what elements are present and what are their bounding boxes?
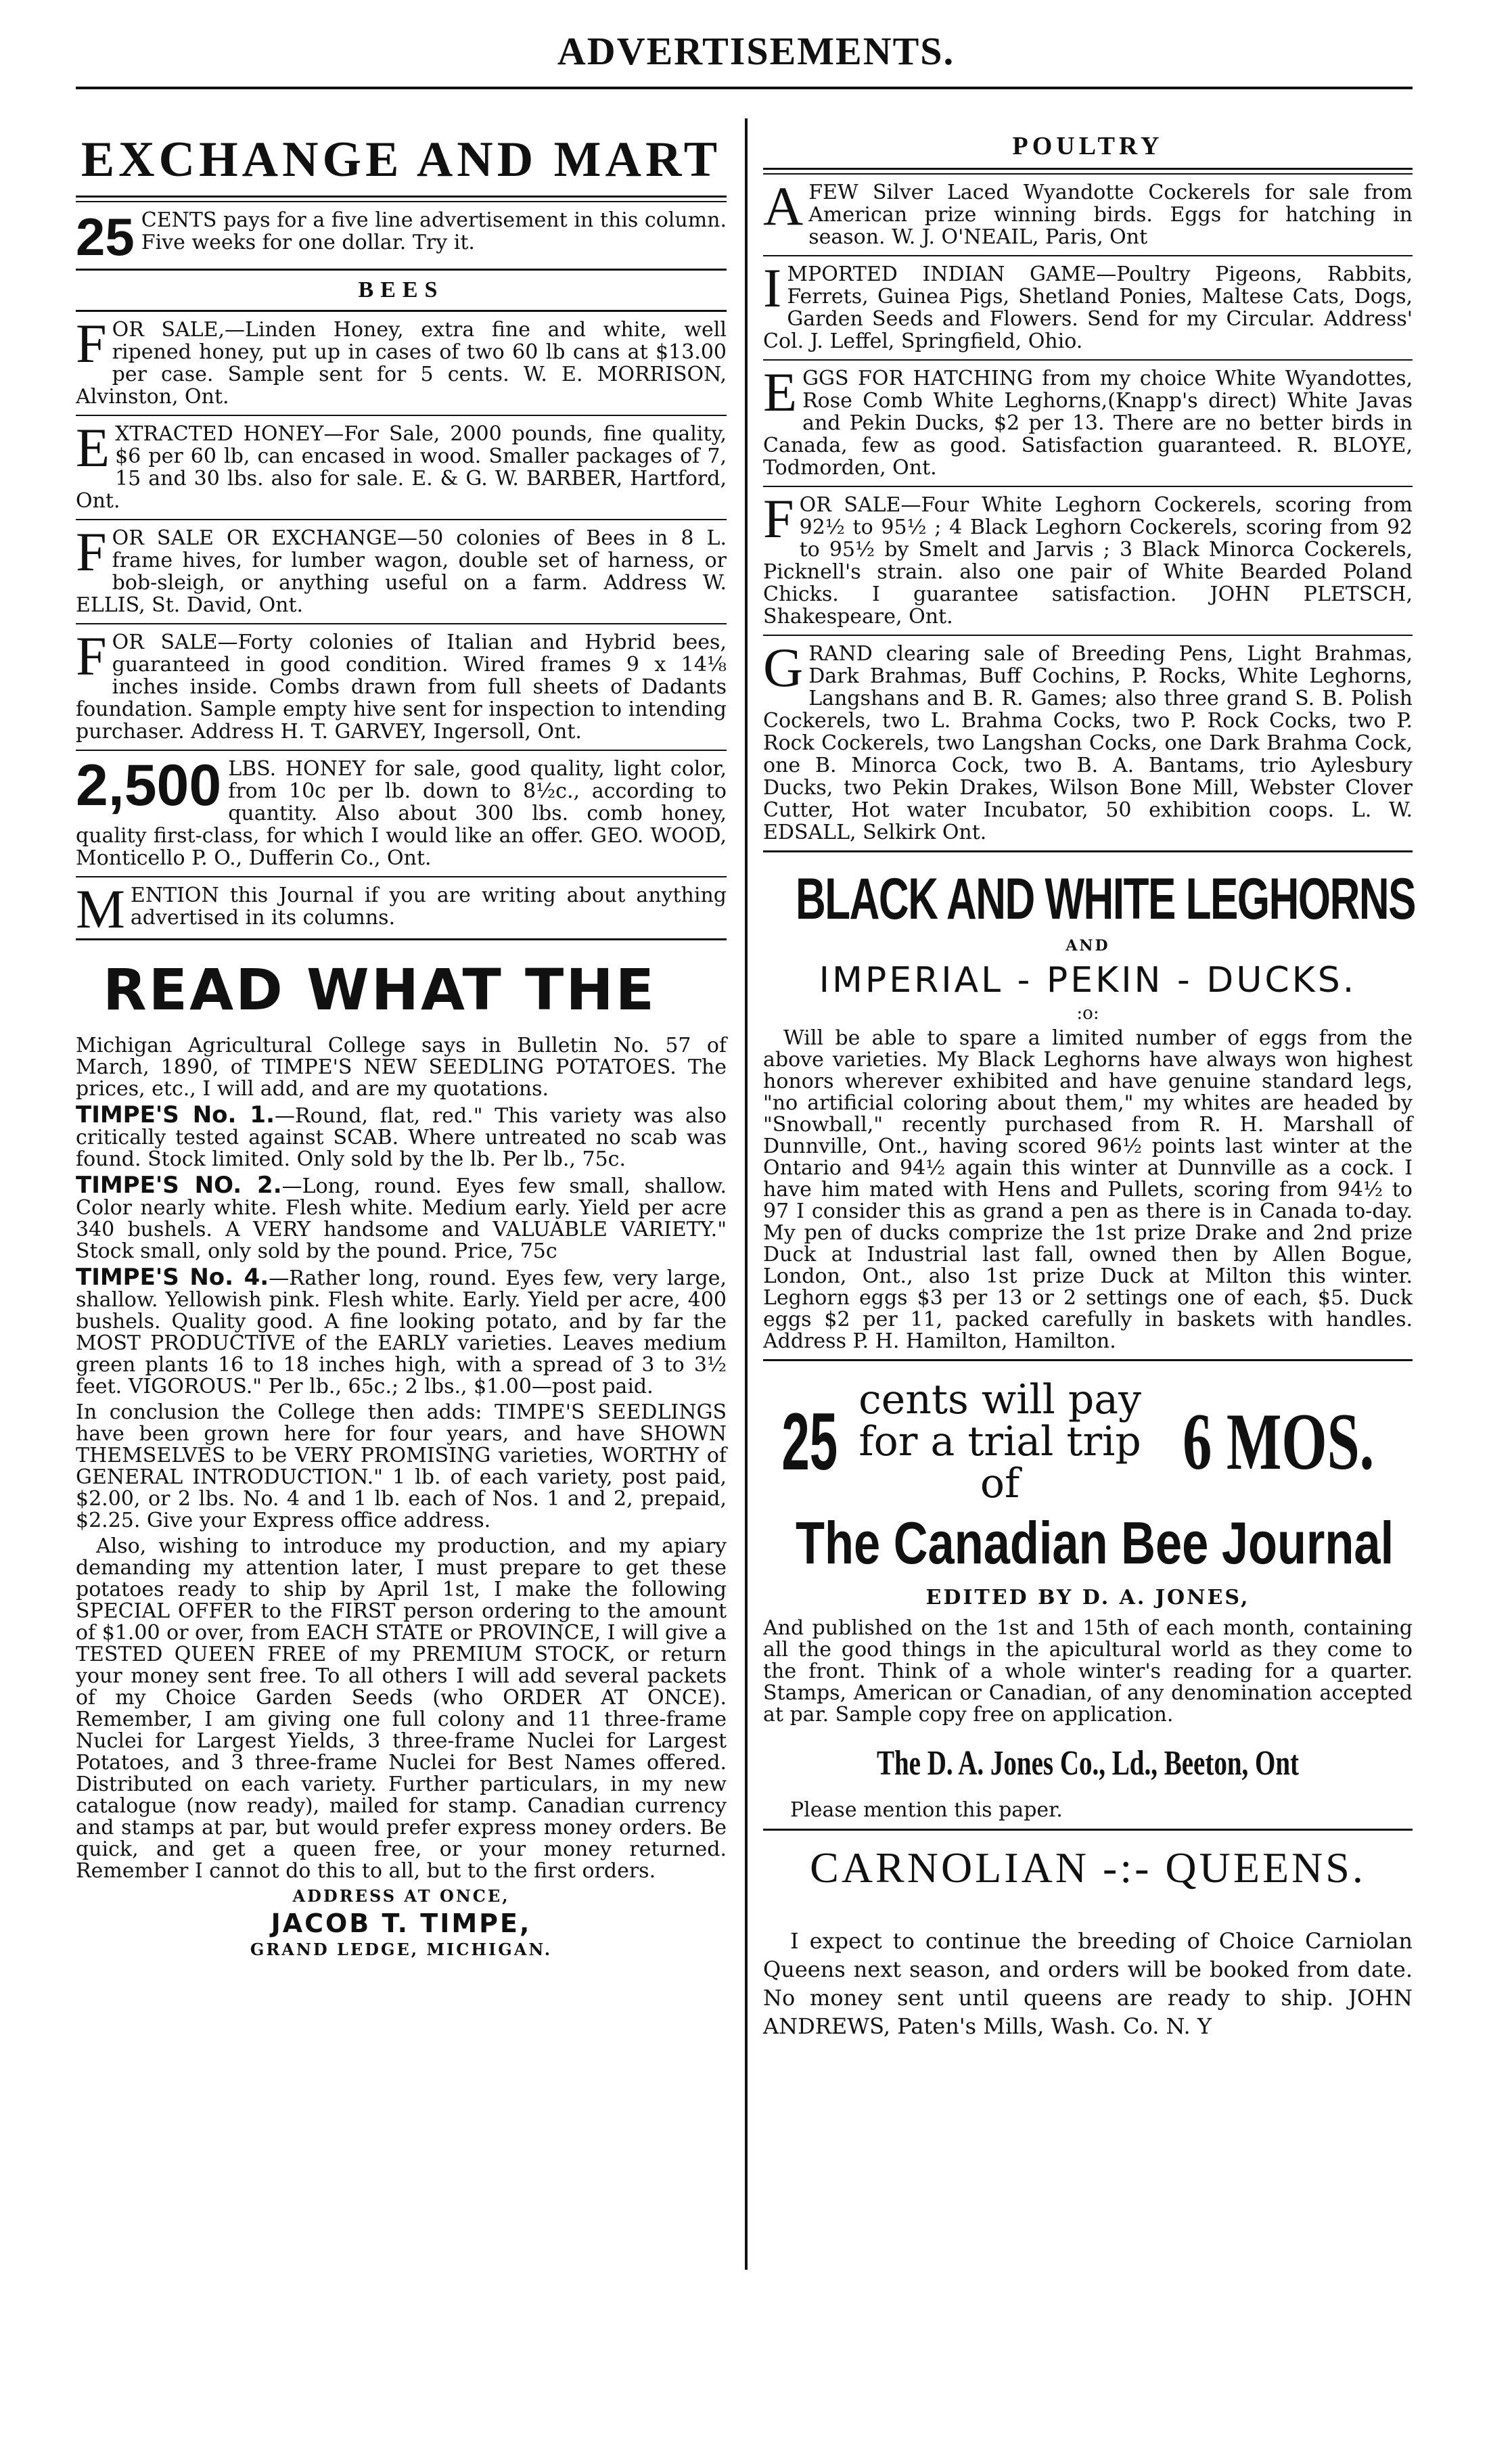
drop-cap: I [763,257,782,319]
divider [763,255,1413,256]
ad-text: OR SALE—Forty colonies of Italian and Hybrid bees, guaranteed in good condition. Wired frames 9 x 14⅛ inches inside. Combs drawn from full sheets of Dadants foundation. Sample empty hive sent for inspection to intending purchaser. Address H. T. GARVEY, Ingersoll, Ont. [76,631,727,744]
bee-journal-body: And published on the 1st and 15th of each month, containing all the good things in the apicultural world as they come to the front. Think of a whole winter's reading for a quarter. Stamps, American or Canadian, of any denomination accepted at par. Sample copy free on application. [763,1616,1413,1726]
timpe-no1-lead: TIMPE'S No. 1. [76,1101,275,1128]
timpe-no4-text: —Rather long, round. Eyes few, very large, shallow. Yellowish pink. Flesh white. Early. Yield per acre, 400 bushels. Quality good. A fine looking potato, and by far the MOST PRODUCTIVE of the EARLY varieties. Leaves medium green plants 16 to 18 inches high, with a spread of 3 to 3½ feet. VIGOROUS." Per lb., 65c.; 2 lbs., $1.00—post paid. [76,1266,727,1398]
timpe-intro: Michigan Agricultural College says in Bulletin No. 57 of March, 1890, of TIMPE'S NEW SEEDLING POTATOES. The prices, etc., I will add, and are my quotations. [76,1034,727,1101]
timpe-no1 [76,1101,727,1171]
divider [76,415,727,416]
timpe-offer: Also, wishing to introduce my production, and my apiary demanding my attention later, I must prepare to get these potatoes ready to ship by April 1st, I make the following SPECIAL OFFER to the FIRST person ordering to the amount of $1.00 or over, from EACH STATE or PROVINCE, I will give a TESTED QUEEN FREE of my PREMIUM STOCK, or return your money sent free. To all others I will add several packets of my Choice Garden Seeds (who ORDER AT ONCE). Remember, I am giving one full colony and 11 three-frame Nuclei for Largest Yields, 3 three-frame Nuclei for Largest Potatoes, and 3 three-frame Nuclei for Best Names offered. Distributed on each variety. Further particulars, in my new catalogue (now ready), mailed for stamp. Canadian currency and stamps at par, but would prefer express money orders. Be quick, and get a queen free, or your money returned. Remember I cannot do this to all, but to the first orders. [76,1534,727,1883]
ad-text: GGS FOR HATCHING from my choice White Wyandottes, Rose Comb White Leghorns,(Knapp's direct) White Javas and Pekin Ducks, $2 per 13. There are no better birds in Canada, few as good. Satisfaction guaranteed. R. BLOYE, Todmorden, Ont. [763,367,1413,480]
divider [763,635,1413,636]
drop-cap: G [763,637,804,698]
ad-text: LBS. HONEY for sale, good quality, light color, from 10c per lb. down to 8½c., according to quantity. Also about 300 lbs. comb honey, quality first-class, for which I would like an offer. GEO. WOOD, Monticello P. O., Dufferin Co., Ont. [76,757,727,870]
divider [76,938,727,940]
bee-journal-price: 25 [781,1396,838,1487]
bee-journal-title: The Canadian Bee Journal [796,1509,1394,1576]
divider [76,310,727,312]
page-header: ADVERTISEMENTS. [557,29,955,73]
drop-number: 2,500 [76,753,222,818]
bee-journal-firm: The D. A. Jones Co., Ld., Beeton, Ont [876,1744,1300,1783]
timpe-no2-text: —Long, round. Eyes few small, shallow. Color nearly white. Flesh white. Medium early. Yield per acre 340 bushels. A VERY handsome and VALUABLE VARIETY." Stock small, only sold by the pound. Price, 75c [76,1174,727,1263]
drop-cap: M [76,878,125,940]
drop-cap: A [763,175,804,237]
header-rule [76,87,1413,89]
ad-text: OR SALE—Four White Leghorn Cockerels, scoring from 92½ to 95½ ; 4 Black Leghorn Cockerels, scoring from 92 to 95½ by Smelt and Jarvis ; 3 Black Minorca Cockerels, Picknell's strain. also one pair of White Bearded Poland Chicks. I guarantee satisfaction. JOHN PLETSCH, Shakespeare, Ont. [763,493,1413,628]
drop-cap: F [76,625,107,687]
carniolian-body: I expect to continue the breeding of Choice Carniolan Queens next season, and orders will be booked from date. No money sent until queens are ready to ship. JOHN ANDREWS, Paten's Mills, Wash. Co. N. Y [763,1928,1413,2039]
divider [763,168,1413,175]
drop-cap: E [76,417,110,478]
ad-intro-text: CENTS pays for a five line advertisement in this column. Five weeks for one dollar. Try it. [141,208,727,254]
ad-intro-number: 25 [76,207,135,267]
left-column [76,122,727,1959]
carniolian-advertisement [763,1843,1413,2040]
ad-garvey [76,625,727,744]
bee-journal-advertisement [763,1376,1413,1822]
divider [763,1829,1413,1831]
timpe-no2-lead: TIMPE'S NO. 2. [76,1172,282,1199]
ad-oneail [763,175,1413,249]
ad-text: MPORTED INDIAN GAME—Poultry Pigeons, Rabbits, Ferrets, Guinea Pigs, Shetland Ponies, Maltese Cats, Dogs, Garden Seeds and Flowers. Send for my Circular. Address' Col. J. Leffel, Springfield, Ohio. [763,262,1413,353]
leghorns-body: Will be able to spare a limited number of eggs from the above varieties. My Black Leghorns have always won highest honors wherever exhibited and have genuine standard legs, "no artificial coloring about them," my whites are headed by "Snowball," recently purchased from R. H. Marshall of Dunnville, Ont., having scored 96½ points last winter at the Ontario and 94½ again this winter at Dunnville as a cock. I have him mated with Hens and Pullets, scoring from 94½ to 97 I consider this as grand a pen as there is in Canada to-day. My pen of ducks comprize the 1st prize Drake and 2nd prize Duck at Industrial last fall, owned then by Allen Bogue, London, Ont., also 1st prize Duck at Milton this winter. Leghorn eggs $3 per 13 or 2 settings one of each, $5. Duck eggs $2 per 11, packed carefully in baskets with handles. Address P. H. Hamilton, Hamilton. [763,1026,1413,1353]
bee-journal-offer-text: cents will pay for a trial trip of [858,1376,1141,1507]
ad-edsall [763,637,1413,844]
timpe-no4 [76,1266,727,1398]
ad-bloye [763,361,1413,480]
leghorns-separator: :o: [1076,1003,1099,1024]
ad-text: RAND clearing sale of Breeding Pens, Light Brahmas, Dark Brahmas, Buff Cochins, P. Rocks, White Leghorns, Langshans and B. R. Games; also three grand S. B. Polish Cockerels, two L. Brahma Cocks, two P. Rock Cocks, two P. Rock Cockerels, two Langshan Cocks, one Dark Brahma Cock, one B. Minorca Cock, two B. A. Bantams, trio Aylesbury Ducks, two Pekin Drakes, Wilson Bone Mill, Webster Clover Cutter, Hot water Incubator, 50 exhibition coops. L. W. EDSALL, Selkirk Ont. [763,642,1413,844]
ad-text: XTRACTED HONEY—For Sale, 2000 pounds, fine quality, $6 per 60 lb, can encased in wood. Smaller packages of 7, 15 and 30 lbs. also for sale. E. & G. W. BARBER, Hartford, Ont. [76,422,727,513]
divider [76,196,727,202]
exchange-and-mart-title: EXCHANGE AND MART [81,132,722,187]
divider [763,486,1413,487]
ad-ellis [76,521,727,617]
timpe-no1-text: —Round, flat, red." This variety was also critically tested against SCAB. Where untreated no scab was found. Stock limited. Only sold by the lb. Per lb., 75c. [76,1104,727,1171]
ad-text: OR SALE,—Linden Honey, extra fine and white, well ripened honey, put up in cases of two 60 lb cans at $13.00 per case. Sample sent for 5 cents. W. E. MORRISON, Alvinston, Ont. [76,318,727,409]
divider [76,750,727,751]
ad-barber [76,417,727,513]
carniolian-title: CARNOLIAN -:- QUEENS. [810,1844,1366,1892]
leghorns-advertisement [763,866,1413,1352]
poultry-title: POULTRY [1012,132,1164,160]
divider [76,876,727,877]
leghorns-subtitle: IMPERIAL - PEKIN - DUCKS. [819,960,1357,1001]
leghorns-title: BLACK AND WHITE LEGHORNS [796,867,1415,932]
ad-text: OR SALE OR EXCHANGE—50 colonies of Bees in 8 L. frame hives, for lumber wagon, double set of harness, or bob-sleigh, or anything useful on a farm. Address W. ELLIS, St. David, Ont. [76,526,727,617]
bee-journal-offer [763,1376,1413,1507]
drop-cap: F [76,521,107,582]
bees-heading: BEES [358,277,444,302]
ad-morrison [76,313,727,409]
divider [763,359,1413,361]
drop-cap: E [763,361,798,423]
divider [763,1359,1413,1361]
timpe-advertisement [76,957,727,1959]
drop-cap: F [763,488,794,549]
divider [76,519,727,520]
bee-journal-editor: EDITED BY D. A. JONES, [925,1586,1250,1609]
ad-pletsch [763,488,1413,628]
timpe-conclusion: In conclusion the College then adds: TIMPE'S SEEDLINGS have been grown here for four years, and have SHOWN THEMSELVES to be VERY PROMISING varieties, WORTHY of GENERAL INTRODUCTION." 1 lb. of each variety, post paid, $2.00, or 2 lbs. No. 4 and 1 lb. each of Nos. 1 and 2, prepaid, $2.25. Give your Express office address. [76,1400,727,1532]
bee-journal-duration: 6 MOS. [1183,1396,1375,1486]
column-divider [745,118,748,2270]
divider [76,623,727,624]
divider [76,269,727,271]
timpe-name: JACOB T. TIMPE, [271,1908,532,1938]
timpe-no4-lead: TIMPE'S No. 4. [76,1264,269,1291]
drop-cap: F [76,313,107,374]
timpe-place: GRAND LEDGE, MICHIGAN. [250,1940,553,1959]
timpe-no2 [76,1174,727,1262]
ad-leffel [763,257,1413,353]
ad-mention [76,878,727,940]
right-column [763,122,1413,2062]
divider [763,850,1413,852]
timpe-address-label: ADDRESS AT ONCE, [292,1886,510,1906]
ad-wood [76,753,727,870]
leghorns-and: AND [1066,937,1110,955]
bee-journal-mention: Please mention this paper. [790,1798,1063,1822]
ad-text: FEW Silver Laced Wyandotte Cockerels for sale from American prize winning birds. Eggs for hatching in season. W. J. O'NEAIL, Paris, Ont [808,181,1413,249]
ad-intro [76,207,727,267]
ad-text: ENTION this Journal if you are writing about anything advertised in its columns. [130,884,727,930]
timpe-title: READ WHAT THE [103,957,657,1023]
